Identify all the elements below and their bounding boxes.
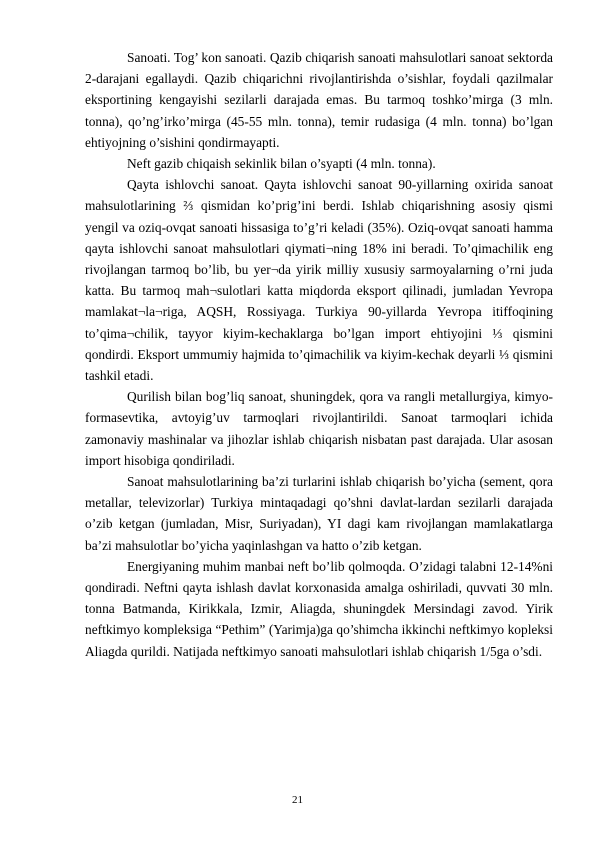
paragraph-processing-industry: Qayta ishlovchi sanoat. Qayta ishlovchi sanoat 90-yillarning oxirida sanoat mahsulotlarining ⅔ qismidan ko’prig’ini berdi. Ishlab chiqarishning asosiy qismi yengil va oziq-ovqat sanoati hissasiga to’g’ri keladi (35%). Oziq-ovqat sanoati hamma qayta ishlovchi sanoat mahsulotlari qiymati¬ning 18% ini beradi. To’qimachilik eng rivojlangan tarmoq bo’lib, bu yer¬da yirik milliy xususiy sarmoyalarning o’rni juda katta. Bu tarmoq mah¬sulotlari katta miqdorda eksport qilinadi, jumladan Yevropa mamlakat¬la¬riga, AQSH, Rossiyaga. Turkiya 90-yillarda Yevropa itiffoqining to’qima¬chilik, tayyor kiyim-kechaklarga bo’lgan import ehtiyojini ⅓ qismini qondirdi. Eksport ummumiy hajmida to’qimachilik va kiyim-kechak deyarli ⅓ qismini tashkil etadi. xyxy=(85,177,553,384)
paragraph-oil-extraction: Neft gazib chiqaish sekinlik bilan o’syapti (4 mln. tonna). xyxy=(127,156,436,172)
paragraph-mining-industry: Sanoati. Tog’ kon sanoati. Qazib chiqarish sanoati mahsulotlari sanoat sektorda 2-darajani egallaydi. Qazib chiqarichni rivojlantirishda o’sishlar, foydali qazilmalar eksportining kengayishi sezilarli darajada emas. Bu tarmoq toshko’mirga (3 mln. tonna), qo’ng’irko’mirga (45-55 mln. tonna), temir rudasiga (4 mln. tonna) bo’lgan ehtiyojning o’sishini qondirmayapti. xyxy=(85,50,553,150)
page-number: 21 xyxy=(292,794,303,806)
document-body xyxy=(85,47,553,662)
paragraph-energy-oil: Energiyaning muhim manbai neft bo’lib qolmoqda. O’zidagi talabni 12-14%ni qondiradi. Neftni qayta ishlash davlat korxonasida amalga oshiriladi, quvvati 30 mln. tonna Batmanda, Kirikkala, Izmir, Aliagda, shuningdek Mersindagi zavod. Yirik neftkimyo kompleksiga “Pethim” (Yarimja)ga qo’shimcha ikkinchi neftkimyo kopleksi Aliagda qurildi. Natijada neftkimyo sanoati mahsulotlari ishlab chiqarish 1/5ga o’sdi. xyxy=(85,558,553,659)
paragraph-industrial-products: Sanoat mahsulotlarining ba’zi turlarini ishlab chiqarish bo’yicha (sement, qora metallar, televizorlar) Turkiya mintaqadagi qo’shni davlat-lardan sezilarli darajada o’zib ketgan (jumladan, Misr, Suriyadan), YI dagi kam rivojlangan mamlakatlarga ba’zi mahsulotlar bo’yicha yaqinlashgan va hatto o’zib ketgan. xyxy=(85,474,553,553)
paragraph-construction-industry: Qurilish bilan bog’liq sanoat, shuningdek, qora va rangli metallurgiya, kimyo- formasevtika, avtoyig’uv tarmoqlari rivojlantirildi. Sanoat tarmoqlari ichida zamonaviy mashinalar va jihozlar ishlab chiqarish nisbatan past darajada. Ular asosan import hisobiga qondiriladi. xyxy=(85,389,553,468)
